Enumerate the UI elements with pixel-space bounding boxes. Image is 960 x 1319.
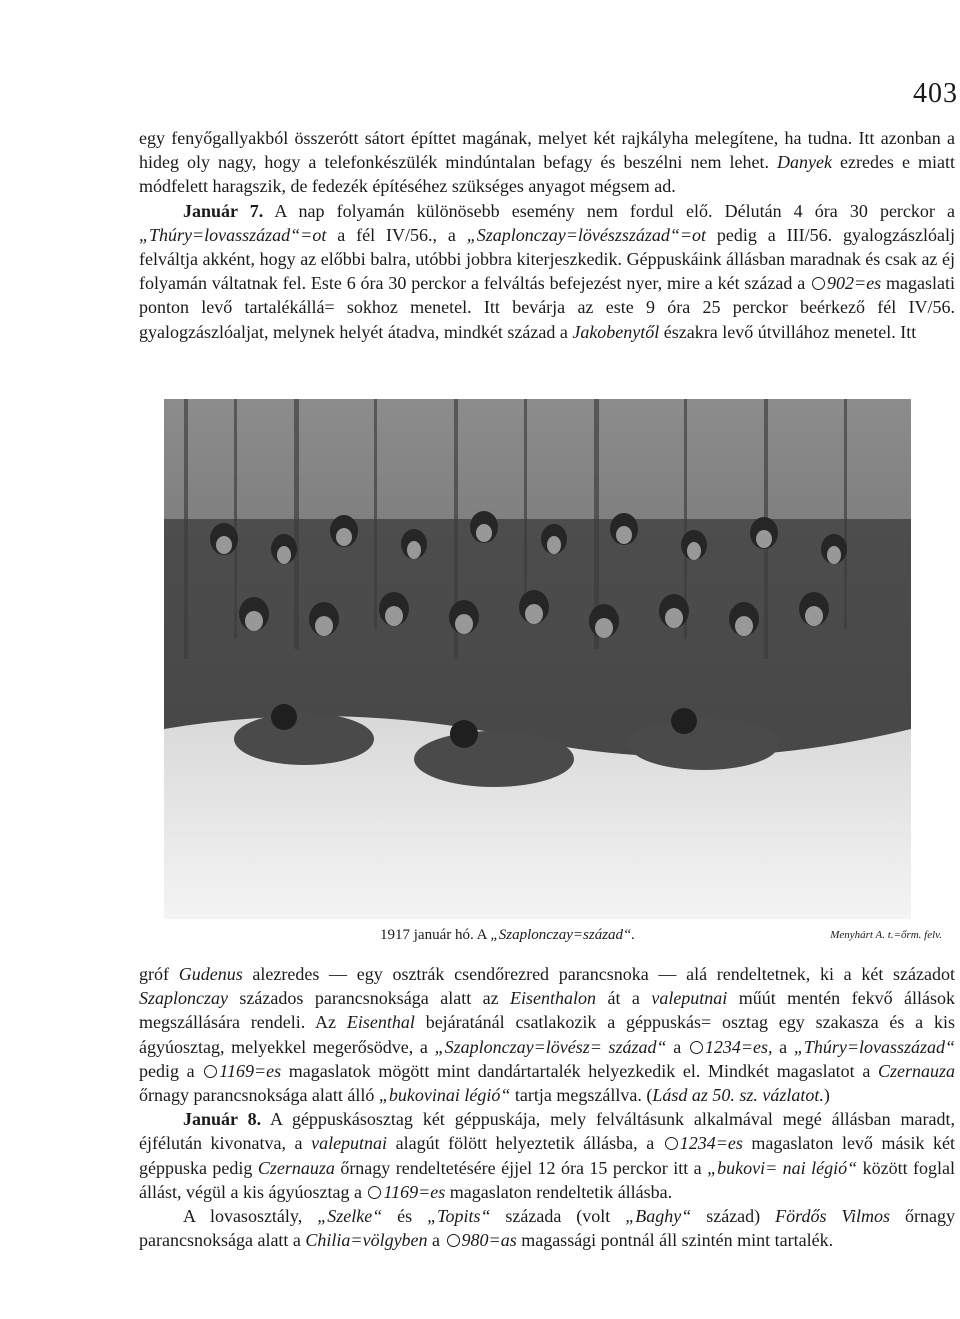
- hill-circle-icon: [368, 1186, 381, 1199]
- place-valeputnai-2: valeputnai: [311, 1133, 388, 1154]
- name-fordos-vilmos: Fördős Vilmos: [775, 1206, 891, 1227]
- p3-text-h: a: [772, 1036, 794, 1057]
- hill-circle-icon: [447, 1234, 460, 1247]
- place-chilia-volgy: Chilia=völgyben: [305, 1230, 428, 1251]
- group-photograph: [164, 399, 911, 919]
- hill-1234-2: 1234=es: [679, 1133, 743, 1154]
- name-thury-2: „Thúry=lovasszázad“: [793, 1036, 955, 1057]
- hill-circle-icon: [812, 277, 825, 290]
- p2-text-d: magaslati ponton levő tartalékállá= sokhoz menetel. Itt bevárja az este 9 óra 25 perckor beérkező fél IV/56. gyalogzászlóaljat, melynek helyét átadva, mindkét század a: [139, 273, 955, 342]
- top-text-block: [139, 126, 955, 344]
- p3-text-d: át a: [596, 988, 652, 1009]
- p3-text-c: százados parancsnoksága alatt az: [228, 988, 511, 1009]
- name-baghy: „Baghy“: [625, 1206, 692, 1227]
- caption-date: 1917 január hó. A: [380, 927, 491, 943]
- p4-text-b: alagút fölött helyeztetik állásba, a: [387, 1133, 663, 1154]
- p5-text-e: őrnagy parancsnoksága alatt a: [139, 1206, 955, 1251]
- p3-text-m: ): [823, 1085, 830, 1106]
- p5-text-g: magassági pontnál áll szintén mint tartalék.: [516, 1230, 834, 1251]
- p4-text-a: A géppuskásosztag két géppuskája, mely felváltásunk alkalmával megé állásban maradt, éjfélután kivonatva, a: [139, 1109, 956, 1154]
- p5-text-b: és: [382, 1206, 428, 1227]
- date-january-8: Január 8.: [183, 1109, 262, 1130]
- p5-text-d: század): [691, 1206, 776, 1227]
- p4-text-d: őrnagy rendeltetésére éjjel 12 óra 15 perckor itt a: [334, 1157, 708, 1178]
- p5-text-c: százada (volt: [490, 1206, 626, 1227]
- p3-text-j: magaslatok mögött mint dandártartalék helyezkedik el. Mindkét magaslatot a: [281, 1060, 878, 1081]
- p2-text-a: A nap folyamán különösebb esemény nem fordul elő. Délután 4 óra 30 perckor a: [263, 200, 956, 221]
- caption-title: „Szaplonczay=század“.: [490, 927, 636, 943]
- name-szaplonczay-lovesz: „Szaplonczay=lövész= század“: [434, 1036, 667, 1057]
- p3-text-l: tartja megszállva. (: [510, 1085, 653, 1106]
- paragraph-4: [139, 1107, 955, 1204]
- name-bukovinai-legio: „bukovinai légió“: [378, 1085, 511, 1106]
- name-czernauza: Czernauza: [877, 1060, 955, 1081]
- p2-text-e: északra levő útvillához menetel. Itt: [659, 321, 917, 342]
- name-danyek: Danyek: [776, 152, 832, 173]
- p5-text-a: A lovasosztály,: [183, 1206, 318, 1227]
- hill-circle-icon: [665, 1137, 678, 1150]
- photo-illustration: [164, 399, 911, 919]
- hill-circle-icon: [204, 1065, 217, 1078]
- p3-text-b: alezredes — egy osztrák csendőrezred parancsnoka — alá rendeltetnek, ki a két századot: [242, 964, 956, 984]
- name-jakobeny: Jakobenytől: [572, 321, 660, 342]
- page-number: 403: [913, 78, 958, 109]
- p4-text-e: között foglal állást, végül a kis ágyúosztag a: [139, 1157, 955, 1202]
- date-january-7: Január 7.: [183, 200, 264, 221]
- p3-text-f: bejáratánál csatlakozik a géppuskás= osztag egy szakasza és a kis ágyúosztag, melyekkel megerősödve, a: [139, 1012, 955, 1057]
- hill-circle-icon: [690, 1041, 703, 1054]
- p3-text-k: őrnagy parancsnoksága alatt álló: [139, 1085, 379, 1106]
- p3-text-e: műút mentén fekvő állások megszállására rendeli. Az: [139, 988, 955, 1033]
- name-thury: „Thúry=lovasszázad“=ot: [139, 224, 327, 245]
- sketch-reference: Lásd az 50. sz. vázlatot.: [652, 1085, 824, 1106]
- bottom-text-block: [139, 962, 955, 1252]
- p2-text-b: a fél IV/56., a: [326, 224, 467, 245]
- paragraph-1-text: egy fenyőgallyakból összerótt sátort építtet magának, melyet két rajkályha melegítene, ha tudna. Itt azonban a hideg oly nagy, hogy a telefonkészülék mindúntalan befagy és beszélni nem lehet.: [139, 128, 955, 173]
- paragraph-3: [139, 962, 955, 1107]
- name-topits: „Topits“: [427, 1206, 491, 1227]
- paragraph-2: [139, 199, 955, 344]
- p3-text-i: pedig a: [139, 1060, 203, 1081]
- caption-main: [380, 927, 635, 944]
- hill-1169: 1169=es: [219, 1060, 282, 1081]
- p3-text-g: a: [666, 1036, 688, 1057]
- p3-text-a: gróf: [139, 964, 179, 984]
- caption-credit: Menyhárt A. t.=őrm. felv.: [830, 929, 942, 941]
- name-szaplonczay-2: Szaplonczay: [139, 988, 228, 1009]
- p5-text-f: a: [427, 1230, 445, 1251]
- hill-980: 980=as: [461, 1230, 517, 1251]
- place-eisenthal: Eisenthal: [346, 1012, 415, 1033]
- p2-text-c: pedig a III/56. gyalogzászlóalj felváltja akként, hogy az előbbi balra, utóbbi jobbra kiterjeszkedik. Géppuskáink állásban maradnak és csak az éj folyamán váltatnak fel. Este 6 óra 30 perckor a felváltás befejezést nyer, mire a két század a: [139, 224, 955, 294]
- paragraph-1-rest: ezredes e miatt módfelett haragszik, de fedezék építéséhez szükséges anyagot mégsem ad.: [139, 152, 955, 197]
- hill-1169-2: 1169=es: [383, 1181, 446, 1202]
- name-czernauza-2: Czernauza: [257, 1157, 335, 1178]
- name-gudenus: Gudenus: [178, 964, 243, 984]
- p4-text-c: magaslaton levő másik két géppuska pedig: [139, 1133, 956, 1178]
- p4-text-f: magaslaton rendeltetik állásba.: [445, 1181, 673, 1202]
- place-valeputnai: valeputnai: [651, 988, 728, 1009]
- name-bukovinai-legio-2: „bukovi= nai légió“: [707, 1157, 858, 1178]
- name-szelke: „Szelke“: [317, 1206, 383, 1227]
- hill-902: 902=es: [827, 273, 882, 294]
- paragraph-5: [139, 1204, 955, 1252]
- hill-1234: 1234=es,: [704, 1036, 773, 1057]
- paragraph-1: [139, 126, 955, 199]
- name-szaplonczay: „Szaplonczay=lövészszázad“=ot: [466, 224, 707, 245]
- place-eisenthalon: Eisenthalon: [510, 988, 597, 1009]
